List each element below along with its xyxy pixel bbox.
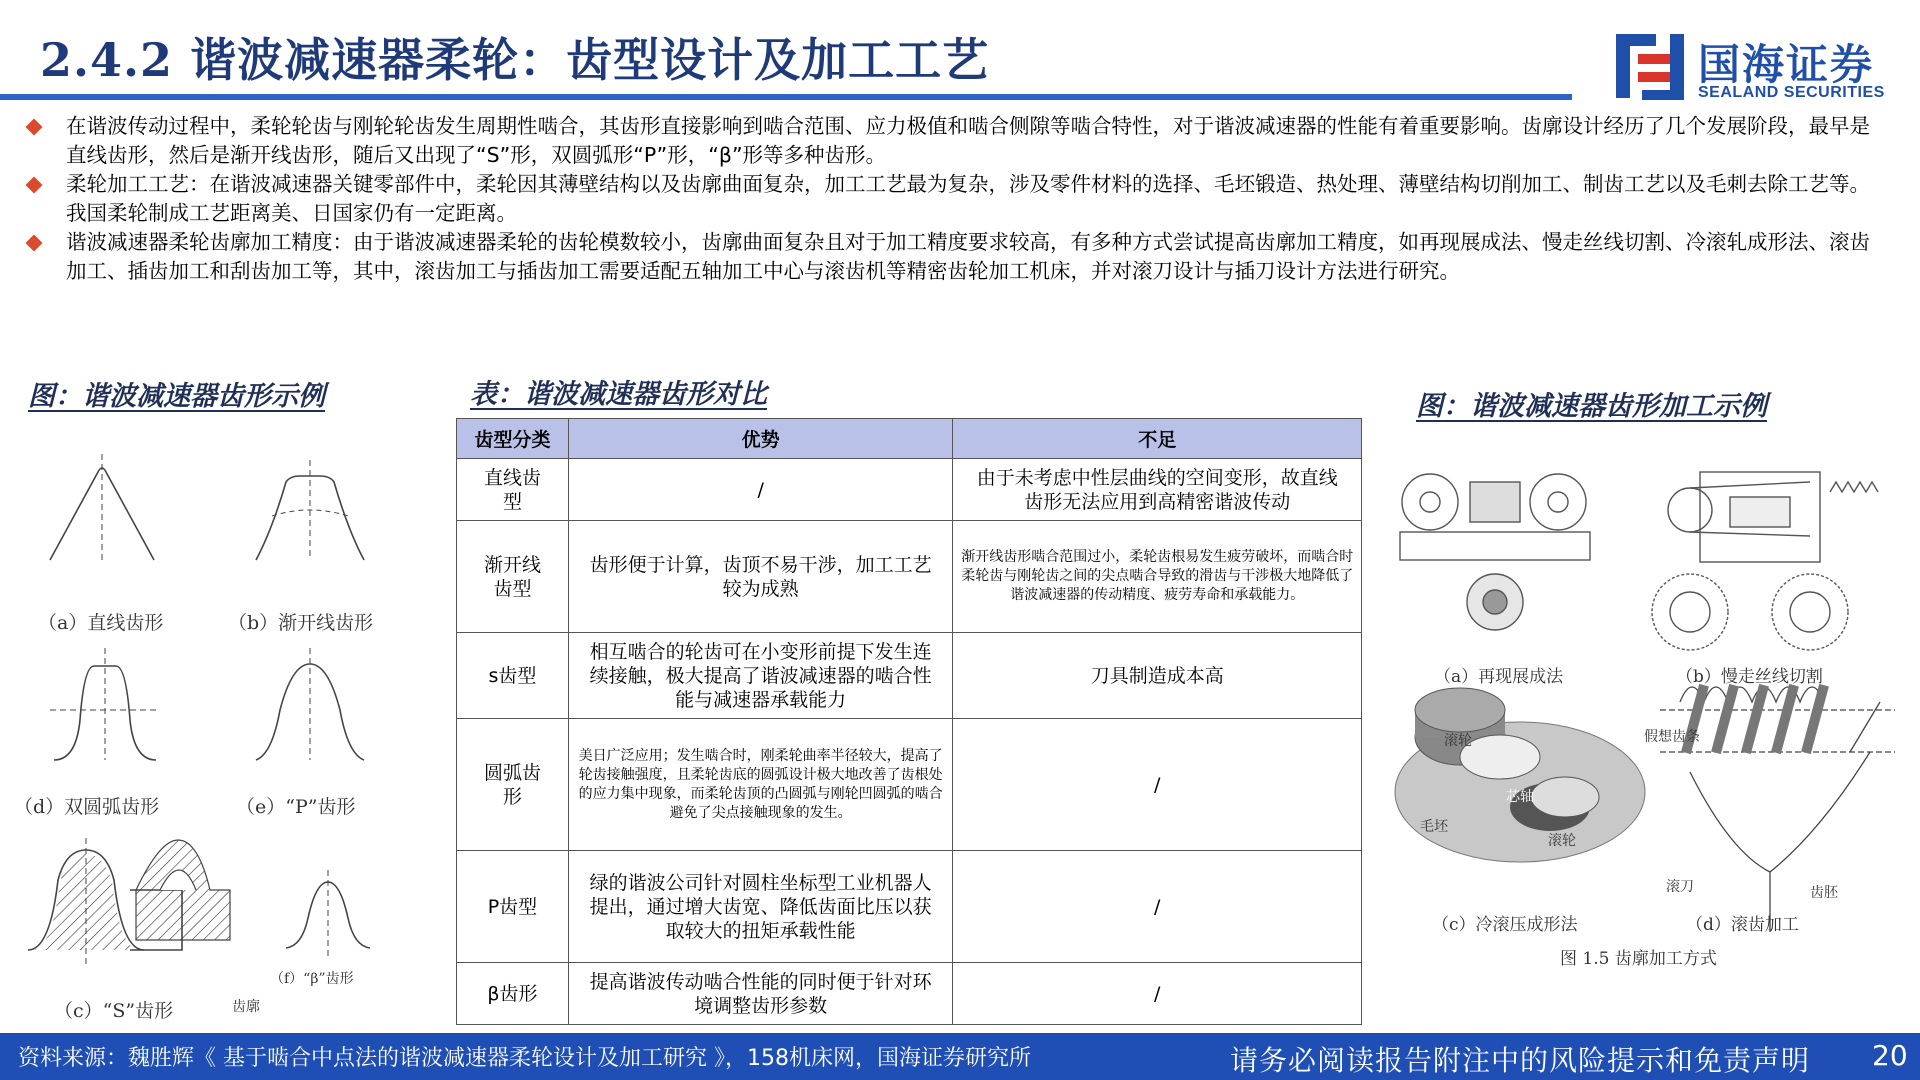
cell-type: s齿型 bbox=[457, 633, 569, 719]
machining-methods-figure bbox=[1390, 452, 1910, 982]
tooth-profile-figure bbox=[10, 420, 390, 1030]
blank-label: 毛坯 bbox=[1420, 819, 1448, 835]
tooth-type-comparison-table bbox=[456, 418, 1362, 1025]
bullet-text: 在谐波传动过程中，柔轮轮齿与刚轮轮齿发生周期性啮合，其齿形直接影响到啮合范围、应力极值和啮合侧隙等啮合特性，对于谐波减速器的性能有着重要影响。齿廓设计经历了几个发展阶段，最早是直线齿形，然后是渐开线齿形，随后又出现了“S”形，双圆弧形“P”形，“β”形等多种齿形。 bbox=[66, 114, 1870, 167]
cell-disadvantage: / bbox=[953, 719, 1362, 851]
cell-type: P齿型 bbox=[457, 851, 569, 963]
logo-chinese-text: 国海证券 bbox=[1698, 40, 1875, 89]
cell-advantage: 相互啮合的轮齿可在小变形前提下发生连续接触，极大提高了谐波减速器的啮合性能与减速器承载能力 bbox=[568, 633, 953, 719]
cell-disadvantage: / bbox=[953, 851, 1362, 963]
bullet-item bbox=[24, 112, 1884, 170]
cell-advantage: 美日广泛应用；发生啮合时，刚柔轮曲率半径较大，提高了轮齿接触强度，且柔轮齿底的圆弧设计极大地改善了齿根处的应力集中现象，而柔轮齿顶的凸圆弧与刚轮凹圆弧的啮合避免了尖点接触现象的发生。 bbox=[568, 719, 953, 851]
cell-type: 渐开线齿型 bbox=[457, 521, 569, 633]
table-row bbox=[457, 521, 1362, 633]
cell-advantage: 齿形便于计算，齿顶不易干涉，加工工艺较为成熟 bbox=[568, 521, 953, 633]
source-note: 资料来源：魏胜辉《 基于啮合中点法的谐波减速器柔轮设计及加工研究 》，158机床网，国海证券研究所 bbox=[18, 1046, 1031, 1071]
roller-label: 滚轮 bbox=[1444, 733, 1472, 749]
header-disadvantage: 不足 bbox=[953, 419, 1362, 459]
bullet-text: 谐波减速器柔轮齿廓加工精度：由于谐波减速器柔轮的齿轮模数较小，齿廓曲面复杂且对于加工精度要求较高，有多种方式尝试提高齿廓加工精度，如再现展成法、慢走丝线切割、冷滚轧成形法、滚齿加工、插齿加工和刮齿加工等，其中，滚齿加工与插齿加工需要适配五轴加工中心与滚齿机等精密齿轮加工机床，并对滚刀设计与插刀设计方法进行研究。 bbox=[66, 230, 1870, 283]
header-advantage: 优势 bbox=[568, 419, 953, 459]
sealand-logo-icon bbox=[1612, 28, 1692, 106]
mandrel-label: 芯轴 bbox=[1506, 789, 1534, 805]
table-row bbox=[457, 963, 1362, 1025]
cell-advantage: 提高谐波传动啮合性能的同时便于针对环境调整齿形参数 bbox=[568, 963, 953, 1025]
cell-advantage: 绿的谐波公司针对圆柱坐标型工业机器人提出，通过增大齿宽、降低齿面比压以获取较大的扭矩承载性能 bbox=[568, 851, 953, 963]
profile-a-label: （a）直线齿形 bbox=[38, 612, 164, 634]
bullet-item bbox=[24, 170, 1884, 228]
diamond-bullet-icon bbox=[26, 235, 43, 252]
table-header-row bbox=[457, 419, 1362, 459]
company-logo bbox=[1612, 28, 1912, 106]
header-type: 齿型分类 bbox=[457, 419, 569, 459]
page-number: 20 bbox=[1872, 1039, 1908, 1072]
hob-label: 滚刀 bbox=[1666, 879, 1694, 895]
cell-type: β齿形 bbox=[457, 963, 569, 1025]
profile-f-label: （f）“β”齿形 bbox=[270, 971, 354, 987]
cell-disadvantage: 刀具制造成本高 bbox=[953, 633, 1362, 719]
cell-type: 圆弧齿形 bbox=[457, 719, 569, 851]
table-caption: 表：谐波减速器齿形对比 bbox=[470, 379, 767, 410]
method-d-label: （d）滚齿加工 bbox=[1686, 915, 1799, 935]
cell-type: 直线齿型 bbox=[457, 459, 569, 521]
figure-number-label: 图 1.5 齿廓加工方式 bbox=[1560, 949, 1717, 969]
table-row bbox=[457, 633, 1362, 719]
page-title: 2.4.2 谐波减速器柔轮：齿型设计及加工工艺 bbox=[40, 33, 990, 87]
cell-advantage: / bbox=[568, 459, 953, 521]
bullet-list bbox=[24, 112, 1884, 286]
bullet-text: 柔轮加工工艺：在谐波减速器关键零部件中，柔轮因其薄壁结构以及齿廓曲面复杂，加工工艺最为复杂，涉及零件材料的选择、毛坯锻造、热处理、薄壁结构切削加工、制齿工艺以及毛刺去除工艺等。我国柔轮制成工艺距离美、日国家仍有一定距离。 bbox=[66, 172, 1870, 225]
profile-e-label: （e）“P”齿形 bbox=[236, 796, 356, 818]
left-figure-caption: 图：谐波减速器齿形示例 bbox=[28, 381, 325, 412]
table-row bbox=[457, 719, 1362, 851]
tooth-profiles-drawing bbox=[10, 420, 390, 1030]
gear-blank-label: 齿胚 bbox=[1810, 885, 1838, 901]
roller-label-2: 滚轮 bbox=[1548, 833, 1576, 849]
tooth-profile-label: 齿廓 bbox=[232, 999, 260, 1015]
cell-disadvantage: 渐开线齿形啮合范围过小，柔轮齿根易发生疲劳破坏，而啮合时柔轮齿与刚轮齿之间的尖点啮合导致的滑齿与干涉极大地降低了谐波减速器的传动精度、疲劳寿命和承载能力。 bbox=[953, 521, 1362, 633]
cell-disadvantage: / bbox=[953, 963, 1362, 1025]
right-figure-caption: 图：谐波减速器齿形加工示例 bbox=[1416, 391, 1767, 422]
diamond-bullet-icon bbox=[26, 119, 43, 136]
method-a-label: （a）再现展成法 bbox=[1434, 667, 1564, 687]
logo-english-text: SEALAND SECURITIES bbox=[1698, 84, 1885, 101]
profile-c-label: （c）“S”齿形 bbox=[54, 1000, 174, 1022]
table-row bbox=[457, 459, 1362, 521]
method-b-label: （b）慢走丝线切割 bbox=[1676, 667, 1823, 687]
title-divider bbox=[0, 94, 1572, 100]
footer-bar bbox=[0, 1033, 1920, 1080]
profile-b-label: （b）渐开线齿形 bbox=[228, 612, 374, 634]
disclaimer: 请务必阅读报告附注中的风险提示和免责声明 bbox=[1230, 1044, 1811, 1077]
cell-disadvantage: 由于未考虑中性层曲线的空间变形，故直线齿形无法应用到高精密谐波传动 bbox=[953, 459, 1362, 521]
table-row bbox=[457, 851, 1362, 963]
profile-d-label: （d）双圆弧齿形 bbox=[14, 796, 160, 818]
machining-methods-drawing bbox=[1390, 452, 1910, 982]
rack-label: 假想齿条 bbox=[1644, 729, 1700, 745]
method-c-label: （c）冷滚压成形法 bbox=[1432, 915, 1578, 935]
diamond-bullet-icon bbox=[26, 177, 43, 194]
bullet-item bbox=[24, 228, 1884, 286]
